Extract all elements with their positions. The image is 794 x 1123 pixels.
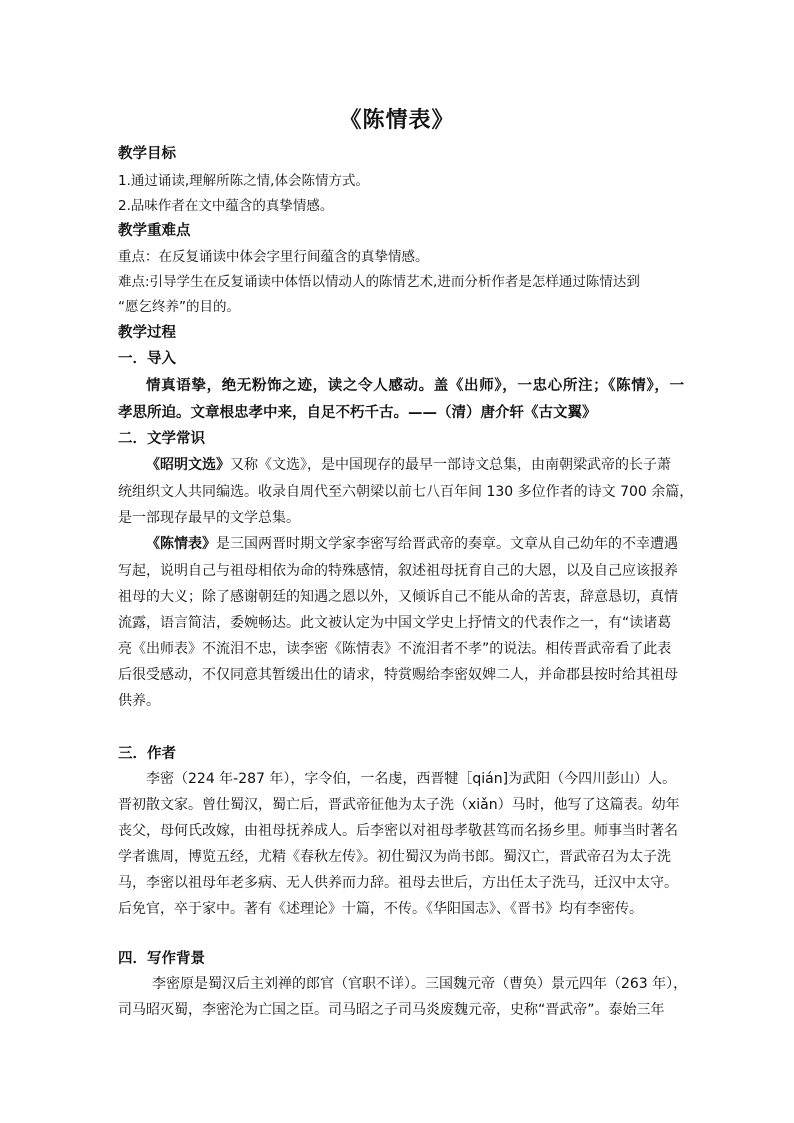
key-difficult-heading: 教学重难点 xyxy=(118,223,191,239)
cqb-paragraph-line: 亮《出师表》不流泪不忠，读李密《陈情表》不流泪者不孝”的说法。相传晋武帝看了此表 xyxy=(118,641,672,657)
section-3-heading: 三．作者 xyxy=(118,746,176,762)
background-paragraph-line: 司马昭灭蜀，李密沦为亡国之臣。司马昭之子司马炎废魏元帝，史称“晋武帝”。泰始三年 xyxy=(118,1002,665,1018)
process-heading: 教学过程 xyxy=(118,325,176,341)
author-paragraph-line: 晋初散文家。曾仕蜀汉，蜀亡后，晋武帝征他为太子洗（xiǎn）马时，他写了这篇表。幼年 xyxy=(118,797,680,813)
wenxuan-paragraph-line xyxy=(146,454,712,474)
cqb-paragraph-line: 写起，说明自己与祖母相依为命的特殊感情，叙述祖母抚育自己的大恩，以及自己应该报养 xyxy=(118,563,678,579)
goal-item-2: 2.品味作者在文中蕴含的真挚情感。 xyxy=(118,198,334,214)
cqb-paragraph-line: 祖母的大义；除了感谢朝廷的知遇之恩以外，又倾诉自己不能从命的苦衷，辞意恳切，真情 xyxy=(118,589,678,605)
wenxuan-paragraph-line: 是一部现存最早的文学总集。 xyxy=(118,510,300,526)
section-1-heading: 一．导入 xyxy=(118,351,176,367)
document-title: 《陈情表》 xyxy=(339,107,455,133)
cqb-paragraph-line: 流露，语言简洁，委婉畅达。此文被认定为中国文学史上抒情文的代表作之一，有“读诸葛 xyxy=(118,615,672,631)
wenxuan-paragraph-line: 统组织文人共同编选。收录自周代至六朝梁以前七八百年间 130 多位作者的诗文 700 余篇， xyxy=(118,484,694,500)
author-paragraph-line: 学者谯周，博览五经，尤精《春秋左传》。初仕蜀汉为尚书郎。蜀汉亡，晋武帝召为太子洗 xyxy=(118,849,671,865)
section-4-heading: 四．写作背景 xyxy=(118,951,205,967)
goal-item-1: 1.通过诵读,理解所陈之情,体会陈情方式。 xyxy=(118,173,369,189)
goals-heading: 教学目标 xyxy=(118,146,176,162)
author-paragraph-line: 李密（224 年-287 年），字令伯，一名虔，西晋犍［qián]为武阳（今四川彭山）人。 xyxy=(146,771,677,787)
wenxuan-title: 《昭明文选》 xyxy=(146,457,230,473)
wenxuan-text: 又称《文选》，是中国现存的最早一部诗文总集，由南朝梁武帝的长子萧 xyxy=(230,457,671,473)
author-paragraph-line: 丧父，母何氏改嫁，由祖母抚养成人。后李密以对祖母孝敬甚笃而名扬乡里。师事当时著名 xyxy=(118,823,678,839)
difficult-point-text: 难点:引导学生在反复诵读中体悟以情动人的陈情艺术,进而分析作者是怎样通过陈情达到 xyxy=(118,274,640,290)
section-2-heading: 二．文学常识 xyxy=(118,431,205,447)
key-point-text: 重点：在反复诵读中体会字里行间蕴含的真挚情感。 xyxy=(118,249,429,265)
cqb-paragraph-line: 后很受感动，不仅同意其暂缓出仕的请求，特赏赐给李密奴婢二人，并命郡县按时给其祖母 xyxy=(118,667,678,683)
difficult-point-text-cont: “愿乞终养”的目的。 xyxy=(118,299,240,315)
cqb-text: 是三国两晋时期文学家李密写给晋武帝的奏章。文章从自己幼年的不幸遭遇 xyxy=(216,536,678,552)
cqb-paragraph-line xyxy=(146,533,712,553)
intro-quote-line: 情真语挚，绝无粉饰之迹，读之令人感动。盖《出师》，一忠心所注；《陈情》，一 xyxy=(146,378,684,394)
cqb-title: 《陈情表》 xyxy=(146,536,216,552)
background-paragraph-line: 李密原是蜀汉后主刘禅的郎官（官职不详）。三国魏元帝（曹奂）景元四年（263 年）， xyxy=(152,976,688,992)
intro-quote-line: 孝思所迫。文章根忠孝中来，自足不朽千古。——（清）唐介轩《古文翼》 xyxy=(118,405,597,421)
author-paragraph-line: 后免官，卒于家中。著有《述理论》十篇，不传。《华阳国志》、《晋书》均有李密传。 xyxy=(118,901,643,917)
cqb-paragraph-line: 供养。 xyxy=(118,693,160,709)
author-paragraph-line: 马，李密以祖母年老多病、无人供养而力辞。祖母去世后，方出任太子洗马，迁汉中太守。 xyxy=(118,875,678,891)
